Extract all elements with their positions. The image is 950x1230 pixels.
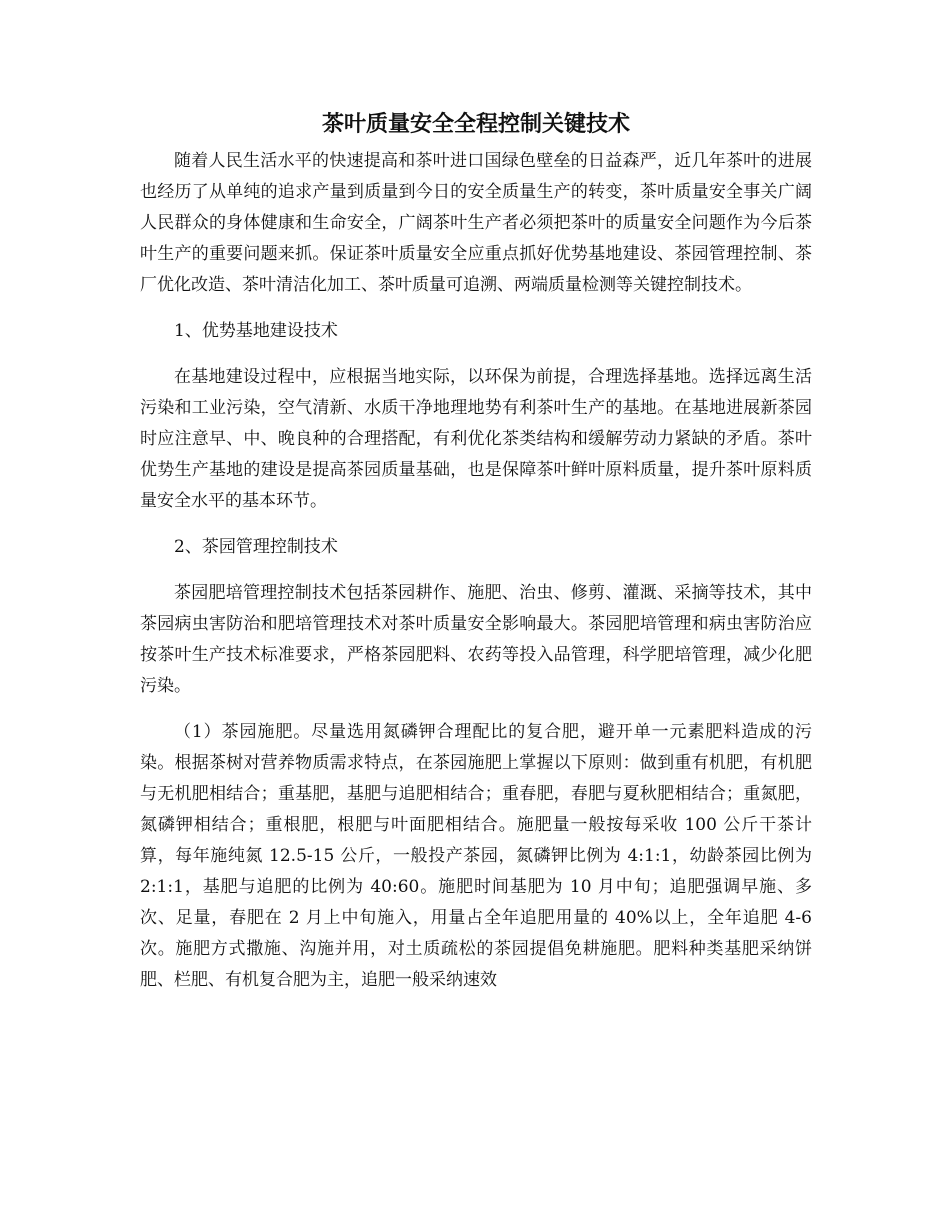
intro-paragraph: 随着人民生活水平的快速提高和茶叶进口国绿色壁垒的日益森严，近几年茶叶的进展也经历了从单纯的追求产量到质量到今日的安全质量生产的转变，茶叶质量安全事关广阔人民群众的身体健康和生命安全，广阔茶叶生产者必须把茶叶的质量安全问题作为今后茶叶生产的重要问题来抓。保证茶叶质量安全应重点抓好优势基地建设、茶园管理控制、茶厂优化改造、茶叶清洁化加工、茶叶质量可追溯、两端质量检测等关键控制技术。	[140, 151, 812, 295]
section-2-paragraph: 茶园肥培管理控制技术包括茶园耕作、施肥、治虫、修剪、灌溉、采摘等技术，其中茶园病虫害防治和肥培管理技术对茶叶质量安全影响最大。茶园肥培管理和病虫害防治应按茶叶生产技术标准要求，严格茶园肥料、农药等投入品管理，科学肥培管理，减少化肥污染。	[140, 583, 812, 696]
document-title: 茶叶质量安全全程控制关键技术	[321, 112, 630, 137]
section-1-paragraph: 在基地建设过程中，应根据当地实际，以环保为前提，合理选择基地。选择远离生活污染和工业污染，空气清新、水质干净地理地势有利茶叶生产的基地。在基地进展新茶园时应注意早、中、晚良种的合理搭配，有利优化茶类结构和缓解劳动力紧缺的矛盾。茶叶优势生产基地的建设是提高茶园质量基础，也是保障茶叶鲜叶原料质量，提升茶叶原料质量安全水平的基本环节。	[140, 367, 812, 511]
section-heading-1: 1、优势基地建设技术	[174, 321, 338, 341]
section-heading-2: 2、茶园管理控制技术	[174, 537, 338, 557]
fertilization-paragraph: （1）茶园施肥。尽量选用氮磷钾合理配比的复合肥，避开单一元素肥料造成的污染。根据茶树对营养物质需求特点，在茶园施肥上掌握以下原则：做到重有机肥，有机肥与无机肥相结合；重基肥，基肥与追肥相结合；重春肥，春肥与夏秋肥相结合；重氮肥，氮磷钾相结合；重根肥，根肥与叶面肥相结合。施肥量一般按每采收 100 公斤干茶计算，每年施纯氮 12.5-15 公斤，一般投产茶园，氮磷钾比例为 4:1:1，幼龄茶园比例为 2:1:1，基肥与追肥的比例为 40:60。施肥时间基肥为 10 月中旬；追肥强调早施、多次、足量，春肥在 2 月上中旬施入，用量占全年追肥用量的 40%以上，全年追肥 4-6 次。施肥方式撒施、沟施并用，对土质疏松的茶园提倡免耕施肥。肥料种类基肥采纳饼肥、栏肥、有机复合肥为主，追肥一般采纳速效	[140, 722, 812, 990]
document-page	[140, 104, 812, 1011]
